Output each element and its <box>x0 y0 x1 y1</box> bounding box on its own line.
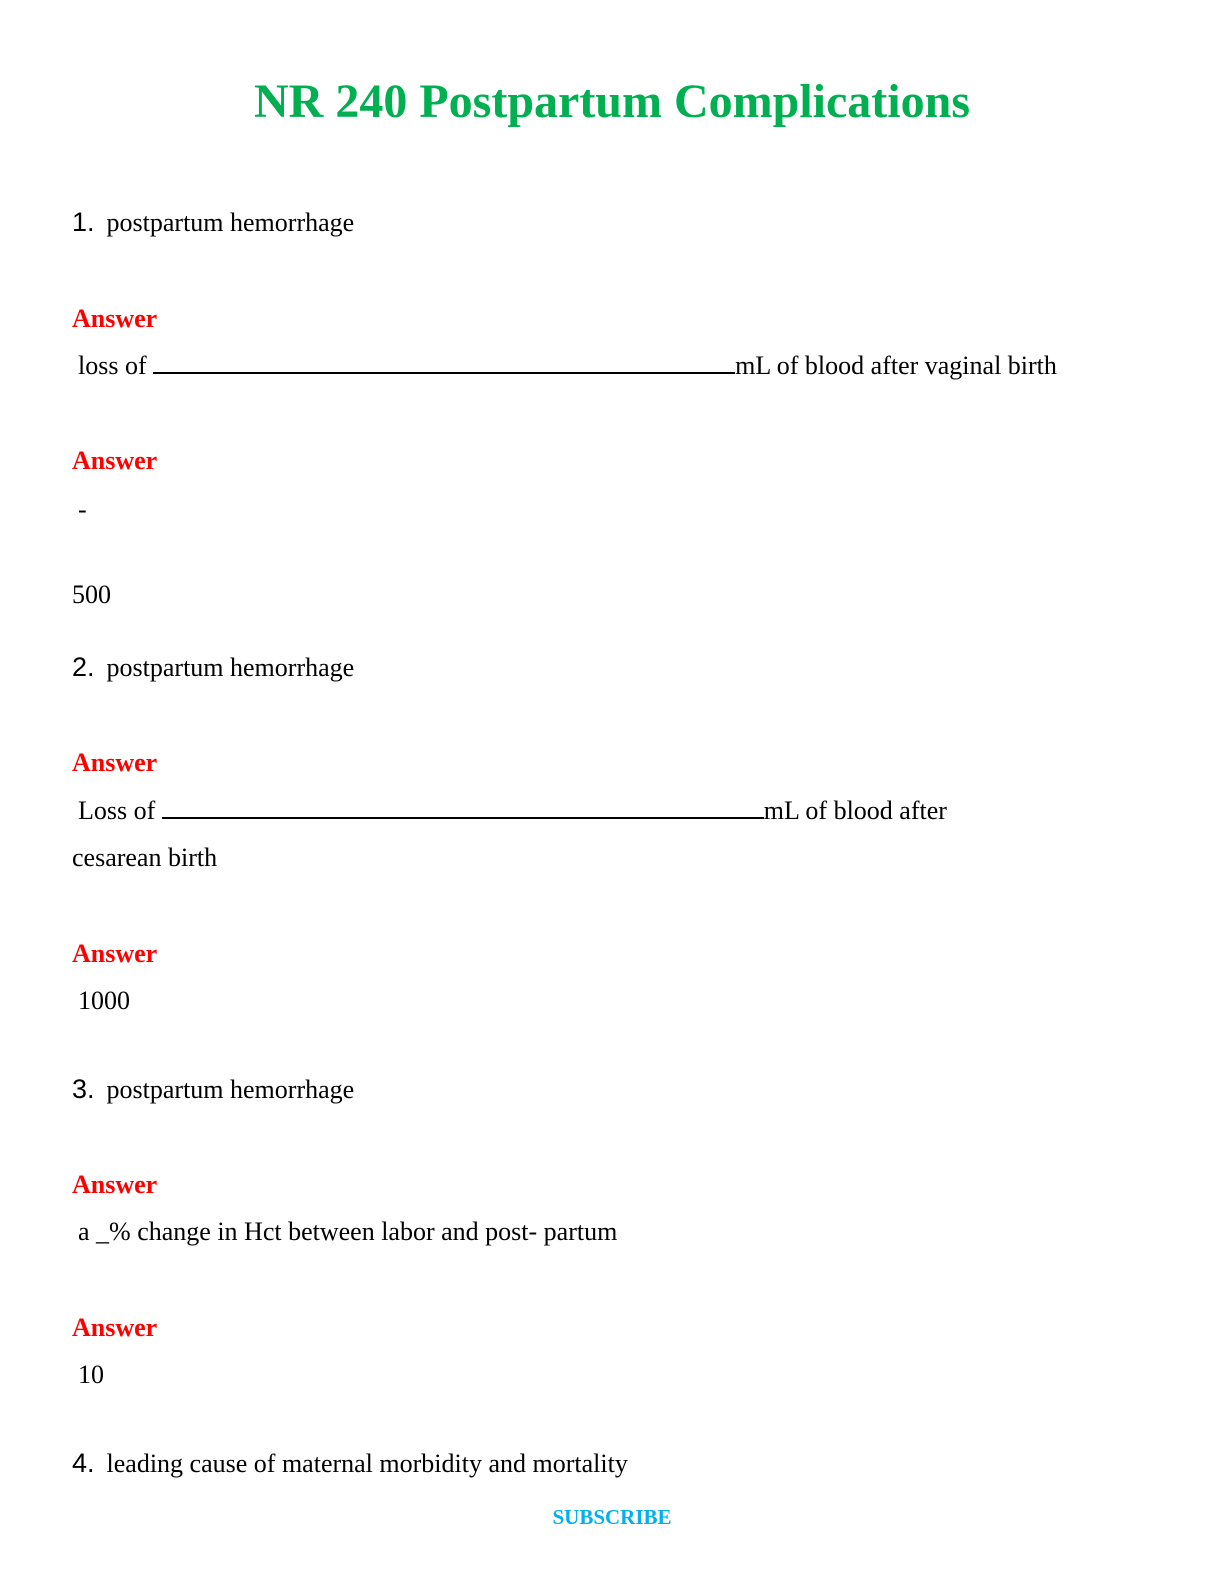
question-text: postpartum hemorrhage <box>106 653 355 682</box>
answer-label: Answer <box>72 304 158 333</box>
subscribe-link[interactable]: SUBSCRIBE <box>552 1505 672 1529</box>
prompt-before: loss of <box>78 351 147 380</box>
answer-label: Answer <box>72 1170 158 1199</box>
answer-prompt <box>78 350 1057 382</box>
question-text: postpartum hemorrhage <box>106 208 355 237</box>
prompt-after: mL of blood after <box>763 796 947 825</box>
fill-blank <box>153 350 735 374</box>
answer-prompt: a _% change in Hct between labor and post- partum <box>78 1217 618 1246</box>
question-1 <box>72 206 354 239</box>
question-number: 3. <box>72 1074 95 1104</box>
question-2 <box>72 651 354 684</box>
question-4 <box>72 1447 628 1480</box>
question-text: leading cause of maternal morbidity and mortality <box>106 1449 628 1478</box>
question-number: 1. <box>72 207 95 237</box>
question-3 <box>72 1073 354 1106</box>
answer-label: Answer <box>72 748 158 777</box>
answer-value: 500 <box>72 580 111 609</box>
answer-prompt <box>78 795 947 827</box>
question-number: 2. <box>72 652 95 682</box>
answer-label: Answer <box>72 1313 158 1342</box>
prompt-before: Loss of <box>78 796 156 825</box>
document-title: NR 240 Postpartum Complications <box>254 75 970 128</box>
answer-value: 10 <box>78 1360 104 1389</box>
prompt-after: mL of blood after vaginal birth <box>735 351 1057 380</box>
question-text: postpartum hemorrhage <box>106 1075 355 1104</box>
fill-blank <box>162 795 764 819</box>
answer-prompt-line2: cesarean birth <box>72 843 218 872</box>
answer-label: Answer <box>72 939 158 968</box>
question-number: 4. <box>72 1448 95 1478</box>
answer-label: Answer <box>72 446 158 475</box>
answer-dash: - <box>78 495 87 524</box>
answer-value: 1000 <box>78 986 130 1015</box>
